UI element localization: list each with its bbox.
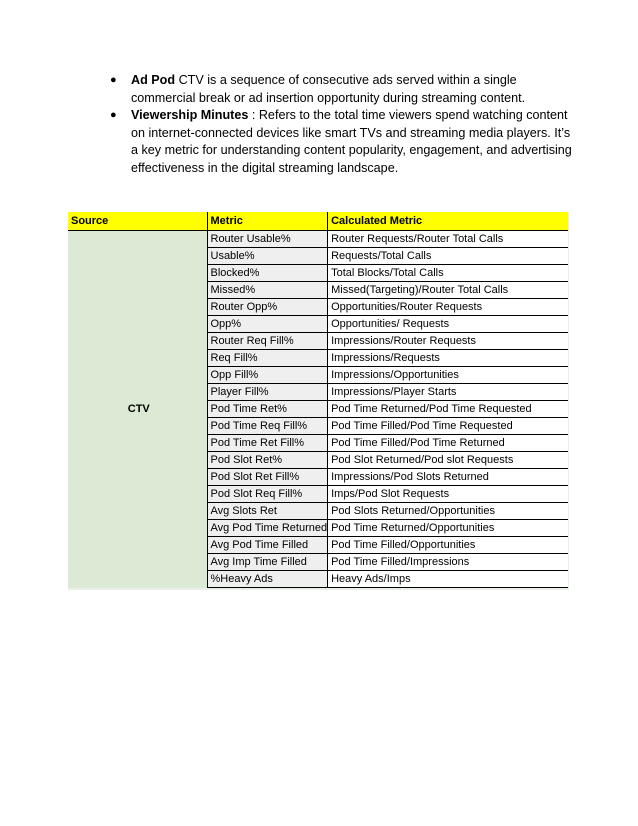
calculated-metric-cell: Impressions/Requests — [328, 350, 568, 367]
metric-cell: Pod Time Ret Fill% — [207, 435, 328, 452]
metric-cell: Pod Slot Req Fill% — [207, 486, 328, 503]
calculated-metric-cell: Imps/Pod Slot Requests — [328, 486, 568, 503]
metric-cell: Pod Slot Ret Fill% — [207, 469, 328, 486]
metric-cell: Router Req Fill% — [207, 333, 328, 350]
metric-cell: Opp% — [207, 316, 328, 333]
header-calculated-metric: Calculated Metric — [328, 212, 568, 231]
metric-cell: Router Usable% — [207, 231, 328, 248]
metric-cell: Req Fill% — [207, 350, 328, 367]
metric-cell: Opp Fill% — [207, 367, 328, 384]
metric-cell: Player Fill% — [207, 384, 328, 401]
calculated-metric-cell: Pod Slot Returned/Pod slot Requests — [328, 452, 568, 469]
bullet-term: Viewership Minutes — [131, 108, 249, 122]
metric-cell: Avg Pod Time Filled — [207, 537, 328, 554]
calculated-metric-cell: Pod Time Returned/Pod Time Requested — [328, 401, 568, 418]
calculated-metric-cell: Opportunities/ Requests — [328, 316, 568, 333]
calculated-metric-cell: Pod Time Filled/Pod Time Requested — [328, 418, 568, 435]
header-metric: Metric — [207, 212, 328, 231]
table-body — [68, 231, 568, 588]
calculated-metric-cell: Pod Time Filled/Impressions — [328, 554, 568, 571]
metrics-table-container — [68, 212, 569, 590]
bullet-term: Ad Pod — [131, 73, 176, 87]
calculated-metric-cell: Pod Time Filled/Opportunities — [328, 537, 568, 554]
metric-cell: Missed% — [207, 282, 328, 299]
calculated-metric-cell: Requests/Total Calls — [328, 248, 568, 265]
metric-cell: Pod Slot Ret% — [207, 452, 328, 469]
header-source: Source — [68, 212, 207, 231]
metric-cell: Pod Time Req Fill% — [207, 418, 328, 435]
bullet-ad-pod — [104, 72, 574, 107]
metric-cell: Usable% — [207, 248, 328, 265]
calculated-metric-cell: Impressions/Player Starts — [328, 384, 568, 401]
bullet-text: : Refers to the total time viewers spend watching content on internet-connected devices like smart TVs and streaming media players. It’s a key metric for understanding content popularity, engagement, and advertising effectiveness in the digital streaming landscape. — [131, 108, 572, 175]
metric-cell: Avg Imp Time Filled — [207, 554, 328, 571]
calculated-metric-cell: Pod Time Filled/Pod Time Returned — [328, 435, 568, 452]
calculated-metric-cell: Total Blocks/Total Calls — [328, 265, 568, 282]
metric-cell: Blocked% — [207, 265, 328, 282]
bullet-text: CTV is a sequence of consecutive ads served within a single commercial break or ad insertion opportunity during streaming content. — [131, 73, 526, 105]
bullet-dot-icon: ● — [110, 74, 117, 86]
table-row — [68, 231, 568, 248]
calculated-metric-cell: Impressions/Pod Slots Returned — [328, 469, 568, 486]
metric-cell: Router Opp% — [207, 299, 328, 316]
metric-cell: Pod Time Ret% — [207, 401, 328, 418]
calculated-metric-cell: Pod Slots Returned/Opportunities — [328, 503, 568, 520]
calculated-metric-cell: Impressions/Opportunities — [328, 367, 568, 384]
calculated-metric-cell: Opportunities/Router Requests — [328, 299, 568, 316]
metric-cell: Avg Pod Time Returned — [207, 520, 328, 537]
bullet-list — [104, 72, 574, 177]
calculated-metric-cell: Router Requests/Router Total Calls — [328, 231, 568, 248]
table-header-row — [68, 212, 568, 231]
bullet-viewership-minutes — [104, 107, 574, 177]
calculated-metric-cell: Missed(Targeting)/Router Total Calls — [328, 282, 568, 299]
metrics-table — [68, 212, 568, 588]
calculated-metric-cell: Heavy Ads/Imps — [328, 571, 568, 588]
metric-cell: %Heavy Ads — [207, 571, 328, 588]
source-cell: CTV — [68, 231, 207, 588]
calculated-metric-cell: Pod Time Returned/Opportunities — [328, 520, 568, 537]
metric-cell: Avg Slots Ret — [207, 503, 328, 520]
calculated-metric-cell: Impressions/Router Requests — [328, 333, 568, 350]
bullet-dot-icon: ● — [110, 109, 117, 121]
